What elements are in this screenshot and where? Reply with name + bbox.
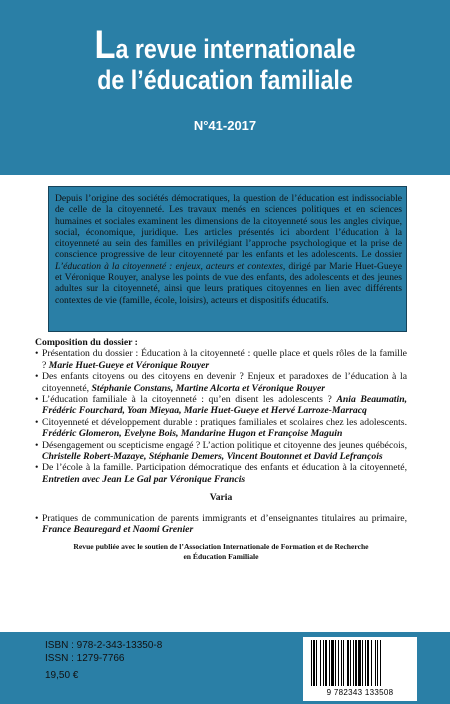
list-item xyxy=(35,417,407,440)
bullet: • xyxy=(35,394,39,406)
item-authors: Marie Huet-Gueye et Véronique Rouyer xyxy=(48,359,210,371)
barcode-bar xyxy=(365,640,366,686)
bullet: • xyxy=(35,462,39,474)
isbn: ISBN : 978-2-343-13350-8 xyxy=(45,640,163,651)
list-item xyxy=(35,348,407,371)
barcode-bar xyxy=(311,640,312,686)
barcode-bar xyxy=(343,640,344,686)
list-item xyxy=(35,513,407,536)
item-authors: Ania Beaumatin, Frédéric Fourchard, Yoan Mieyaa, Marie Huet-Gueye et Hervé Larroze-Marracq xyxy=(42,394,407,417)
list-item xyxy=(35,440,407,463)
title-initial: L xyxy=(94,23,116,67)
barcode-number: 9 782343 133508 xyxy=(326,688,394,697)
barcode-bar xyxy=(353,640,354,686)
support-line-2: en Éducation Familiale xyxy=(183,551,259,561)
item-text: De l’école à la famille. Participation démocratique des enfants et éducation à la citoyenneté, xyxy=(42,462,407,474)
barcode-bar xyxy=(316,640,317,686)
issn: ISSN : 1279-7766 xyxy=(45,652,125,664)
list-item xyxy=(35,394,407,417)
item-authors: Frédéric Glomeron, Evelyne Bois, Mandarine Hugon et Françoise Maguin xyxy=(42,428,343,440)
title-line-2: de l’éducation familiale xyxy=(97,65,353,95)
barcode-bars xyxy=(309,640,411,688)
item-text: Désengagement ou scepticisme engagé ? L’action politique et citoyenne des jeunes québécois, xyxy=(42,439,407,451)
identifiers xyxy=(45,640,162,665)
bullet: • xyxy=(35,512,39,524)
bullet: • xyxy=(35,348,39,360)
item-authors: Entretien avec Jean Le Gal par Véronique Francis xyxy=(42,473,246,485)
barcode-bar xyxy=(329,640,330,686)
item-text: L’éducation familiale à la citoyenneté : qu’en disent les adolescents ? xyxy=(42,394,337,406)
barcode-bar xyxy=(320,640,321,686)
barcode-bar xyxy=(380,640,381,686)
barcode-bar xyxy=(313,640,315,686)
list-item xyxy=(35,371,407,394)
barcode-bar xyxy=(335,640,336,686)
item-text: Pratiques de communication de parents immigrants et d’enseignantes titulaires au primaire, xyxy=(42,512,407,524)
barcode-bar xyxy=(323,640,324,686)
dossier-contents xyxy=(35,337,407,562)
barcode-bar xyxy=(338,640,339,686)
barcode-bar xyxy=(377,640,378,686)
summary-text-2: , dirigé par Marie Huet-Gueye et Véronique Rouyer, analyse les points de vue des enfants, des adolescents et des jeunes adultes sur la citoyenneté, ainsi que leurs pratiques citoyennes en lien avec différents contextes de vie (famille, école, loisirs), acteurs et dispositifs éducatifs. xyxy=(55,260,402,306)
barcode-bar xyxy=(367,640,369,686)
title-line-1 xyxy=(32,23,419,67)
item-authors: France Beauregard et Naomi Grenier xyxy=(42,524,194,536)
journal-title xyxy=(32,23,419,96)
item-text: Présentation du dossier : Éducation à la citoyenneté : quelle place et quels rôles de la famille ? xyxy=(42,348,407,371)
summary-box xyxy=(48,186,407,332)
barcode-bar xyxy=(362,640,363,686)
issue-number: N°41-2017 xyxy=(193,118,257,133)
price: 19,50 € xyxy=(45,670,79,681)
item-authors: Christelle Robert-Mazaye, Stéphanie Demers, Vincent Boutonnet et David Lefrançois xyxy=(42,451,383,463)
list-item xyxy=(35,462,407,485)
support-line-1: Revue publiée avec le soutien de l’Association Internationale de Formation et de Recherche xyxy=(73,541,369,551)
summary-dossier-title: L’éducation à la citoyenneté : enjeux, acteurs et contextes xyxy=(55,260,283,272)
barcode-bar xyxy=(325,640,327,686)
barcode-bar xyxy=(350,640,351,686)
barcode-bar xyxy=(371,640,372,686)
support-notice xyxy=(35,542,407,562)
summary-text-1: Depuis l’origine des sociétés démocratiques, la question de l’éducation est indissociable de celle de la citoyenneté. Les travaux menés en sciences politiques et en sciences humaines et sociales examinent les dimensions de la citoyenneté sous les angles civique, social, économique, juridique. Les articles présentés ici abordent l’éducation à la citoyenneté au sein des familles en privilégiant l’approche psychologique et la prise de conscience progressive de leur citoyenneté par les enfants et les adolescents. Le dossier xyxy=(55,193,402,261)
barcode-bar xyxy=(375,640,376,686)
dossier-heading: Composition du dossier : xyxy=(35,337,138,348)
barcode-bar xyxy=(347,640,349,686)
item-authors: Stéphanie Constans, Martine Alcorta et Véronique Rouyer xyxy=(91,382,326,394)
barcode-bar xyxy=(331,640,334,686)
bullet: • xyxy=(35,439,39,451)
item-text: Citoyenneté et développement durable : pratiques familiales et scolaires chez les adolescents. xyxy=(42,416,407,428)
barcode xyxy=(303,637,417,701)
barcode-bar xyxy=(341,640,342,686)
varia-heading: Varia xyxy=(209,492,233,504)
item-text: Des enfants citoyens ou des citoyens en devenir ? Enjeux et paradoxes de l’éducation à la citoyenneté, xyxy=(42,371,407,394)
barcode-bar xyxy=(358,640,361,686)
title-line-1-rest: a revue internationale xyxy=(115,34,356,64)
bullet: • xyxy=(35,416,39,428)
barcode-bar xyxy=(355,640,357,686)
bullet: • xyxy=(35,371,39,383)
